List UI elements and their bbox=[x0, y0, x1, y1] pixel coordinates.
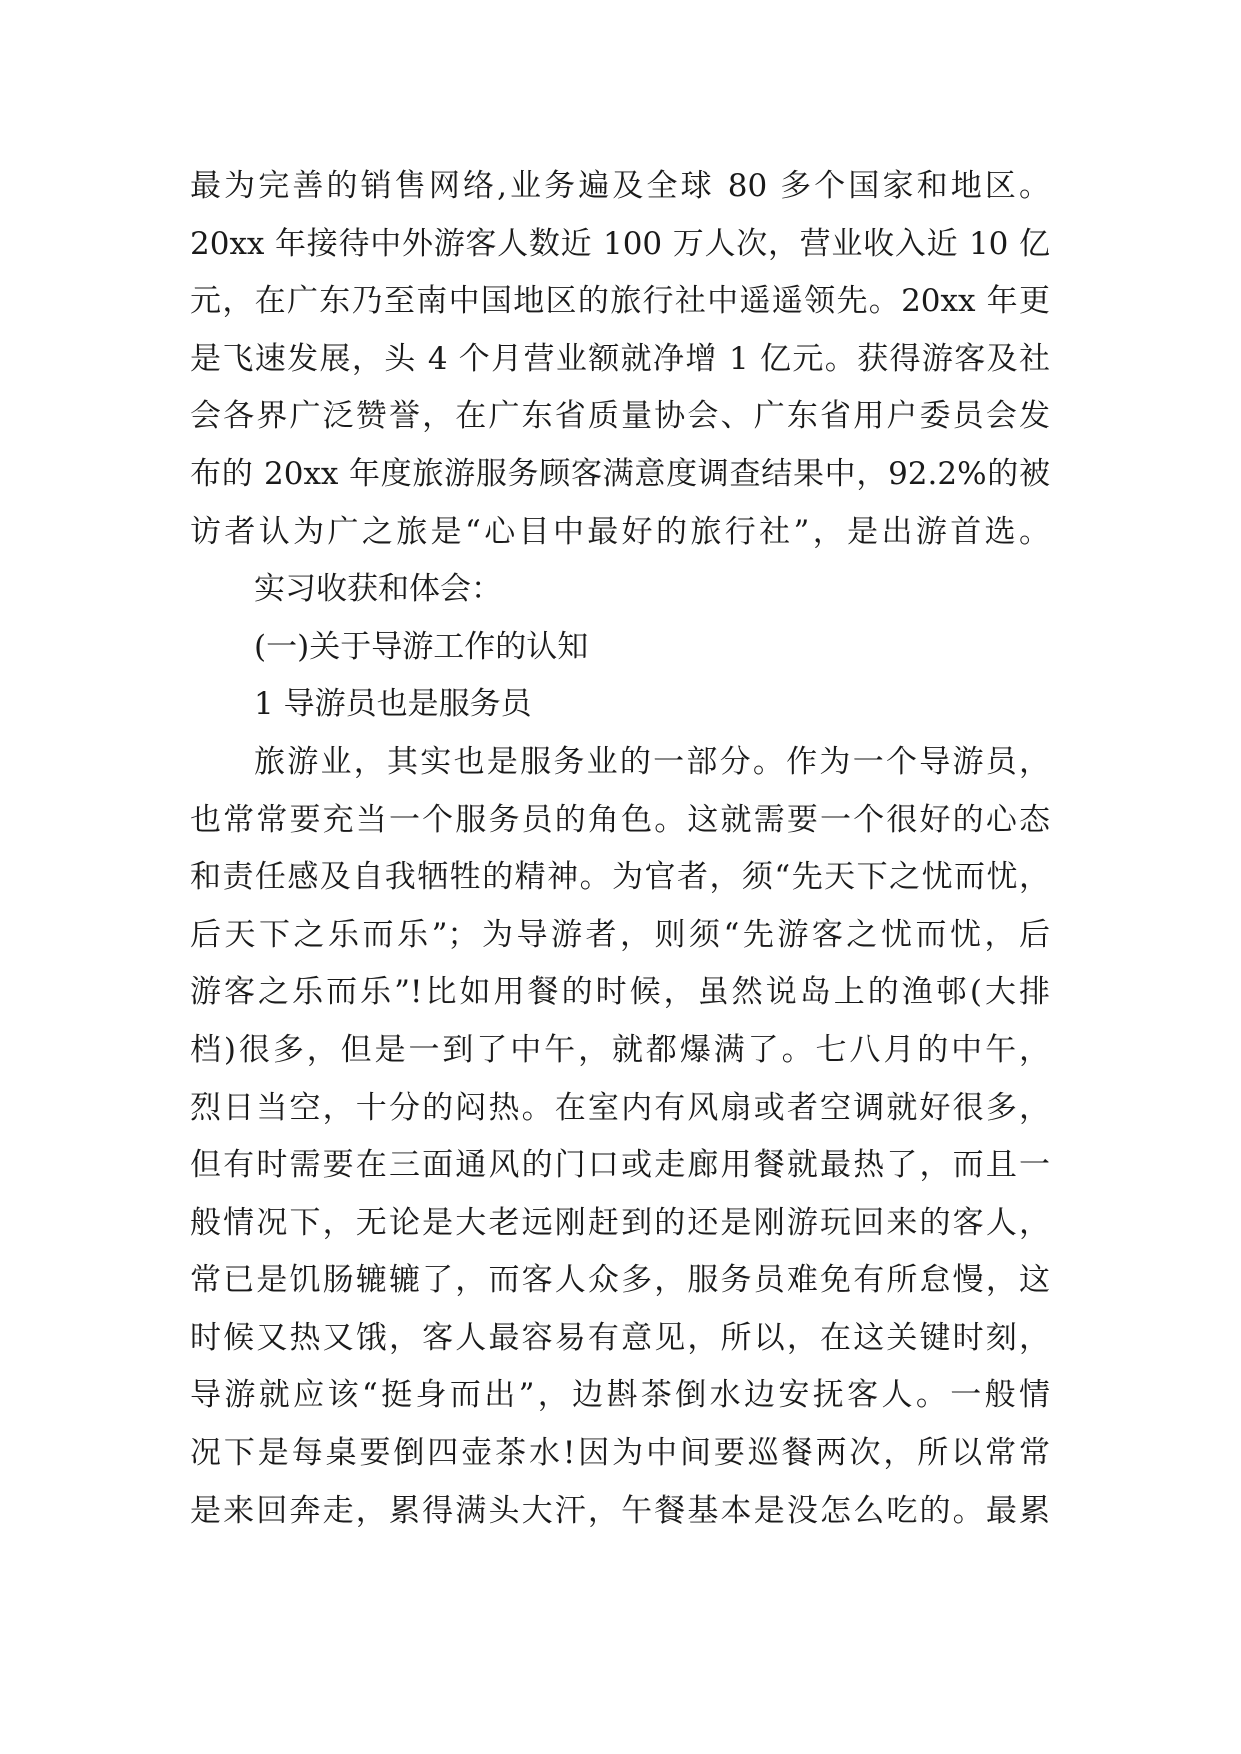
text-line: 访者认为广之旅是“心目中最好的旅行社”，是出游首选。 bbox=[190, 513, 1050, 550]
text-line: 是来回奔走，累得满头大汗，午餐基本是没怎么吃的。最累 bbox=[190, 1492, 1050, 1529]
text-line: 时候又热又饿，客人最容易有意见，所以，在这关键时刻， bbox=[190, 1319, 1050, 1356]
text-line: 20xx 年接待中外游客人数近 100 万人次，营业收入近 10 亿 bbox=[190, 225, 1050, 262]
text-line: 是飞速发展，头 4 个月营业额就净增 1 亿元。获得游客及社 bbox=[190, 340, 1050, 377]
text-line: 般情况下，无论是大老远刚赶到的还是刚游玩回来的客人， bbox=[190, 1204, 1050, 1241]
text-line: (一)关于导游工作的认知 bbox=[254, 628, 589, 665]
text-line: 况下是每桌要倒四壶茶水!因为中间要巡餐两次，所以常常 bbox=[190, 1435, 1050, 1472]
text-line: 常已是饥肠辘辘了，而客人众多，服务员难免有所怠慢，这 bbox=[190, 1262, 1050, 1299]
text-line: 烈日当空，十分的闷热。在室内有风扇或者空调就好很多， bbox=[190, 1089, 1050, 1126]
text-line: 游客之乐而乐”!比如用餐的时候，虽然说岛上的渔邨(大排 bbox=[190, 974, 1050, 1011]
text-line: 布的 20xx 年度旅游服务顾客满意度调查结果中，92.2%的被 bbox=[190, 455, 1050, 492]
body-text bbox=[190, 158, 1050, 1540]
text-line: 和责任感及自我牺牲的精神。为官者，须“先天下之忧而忧， bbox=[190, 859, 1050, 896]
text-line: 后天下之乐而乐”；为导游者，则须“先游客之忧而忧，后 bbox=[190, 916, 1050, 953]
text-line: 也常常要充当一个服务员的角色。这就需要一个很好的心态 bbox=[190, 801, 1050, 838]
text-line: 档)很多，但是一到了中午，就都爆满了。七八月的中午， bbox=[190, 1031, 1050, 1068]
text-line: 1 导游员也是服务员 bbox=[254, 686, 532, 723]
text-line: 会各界广泛赞誉，在广东省质量协会、广东省用户委员会发 bbox=[190, 398, 1050, 435]
text-line: 但有时需要在三面通风的门口或走廊用餐就最热了，而且一 bbox=[190, 1147, 1050, 1184]
text-line: 最为完善的销售网络,业务遍及全球 80 多个国家和地区。 bbox=[190, 168, 1050, 204]
text-line: 元，在广东乃至南中国地区的旅行社中遥遥领先。20xx 年更 bbox=[190, 283, 1050, 320]
text-line: 实习收获和体会： bbox=[254, 571, 502, 608]
text-line: 导游就应该“挺身而出”，边斟茶倒水边安抚客人。一般情 bbox=[190, 1377, 1050, 1414]
text-line: 旅游业，其实也是服务业的一部分。作为一个导游员， bbox=[254, 743, 1050, 780]
